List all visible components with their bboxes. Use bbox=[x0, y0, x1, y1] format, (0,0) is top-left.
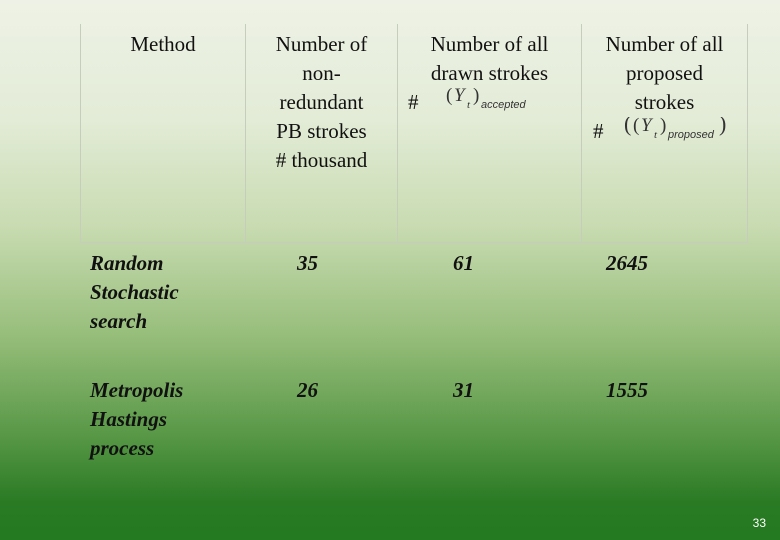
header-line: non- bbox=[302, 61, 341, 85]
svg-text:): ) bbox=[719, 117, 727, 136]
method-line: Stochastic bbox=[90, 280, 179, 304]
method-line: Random bbox=[90, 251, 164, 275]
method-line: Metropolis bbox=[90, 378, 184, 402]
header-line: # thousand bbox=[275, 148, 368, 172]
svg-text:): ) bbox=[473, 88, 480, 106]
accepted-formula-image bbox=[446, 88, 546, 120]
formula-hash: # bbox=[593, 119, 604, 143]
header-nonredundant-strokes bbox=[246, 24, 398, 243]
formula-hash: # bbox=[408, 90, 419, 114]
accepted-formula bbox=[398, 88, 581, 120]
svg-text:Y: Y bbox=[454, 88, 465, 106]
proposed-formula bbox=[582, 117, 747, 149]
proposed-formula-image bbox=[624, 117, 734, 149]
svg-text:t: t bbox=[654, 129, 658, 141]
method-line: process bbox=[90, 436, 155, 460]
table-row-method bbox=[90, 376, 240, 463]
cell-proposed: 1555 bbox=[606, 378, 648, 402]
header-drawn-strokes bbox=[398, 24, 582, 243]
cell-drawn: 31 bbox=[453, 378, 474, 402]
svg-text:t: t bbox=[467, 99, 471, 111]
header-method-label: Method bbox=[130, 32, 196, 56]
header-method bbox=[80, 24, 246, 243]
header-line: Number of all bbox=[605, 32, 724, 56]
table-row-method bbox=[90, 249, 240, 336]
cell-proposed: 2645 bbox=[606, 251, 648, 275]
svg-text:(: ( bbox=[446, 88, 453, 106]
svg-text:(: ( bbox=[633, 117, 640, 136]
header-proposed-strokes bbox=[582, 24, 748, 243]
svg-text:): ) bbox=[660, 117, 667, 136]
cell-drawn: 61 bbox=[453, 251, 474, 275]
header-line: PB strokes bbox=[276, 119, 367, 143]
header-line: Number of bbox=[275, 32, 368, 56]
method-line: Hastings bbox=[90, 407, 168, 431]
page-number: 33 bbox=[752, 516, 766, 530]
header-line: drawn strokes bbox=[430, 61, 549, 85]
header-line: strokes bbox=[634, 90, 695, 114]
header-line: Number of all bbox=[430, 32, 549, 56]
svg-text:(: ( bbox=[624, 117, 632, 136]
method-line: search bbox=[90, 309, 148, 333]
cell-nonredundant: 26 bbox=[297, 378, 318, 402]
header-line: redundant bbox=[279, 90, 364, 114]
svg-text:proposed: proposed bbox=[668, 129, 714, 141]
svg-text:accepted: accepted bbox=[481, 99, 526, 111]
header-line: proposed bbox=[626, 61, 703, 85]
cell-nonredundant: 35 bbox=[297, 251, 318, 275]
svg-text:Y: Y bbox=[641, 117, 652, 136]
